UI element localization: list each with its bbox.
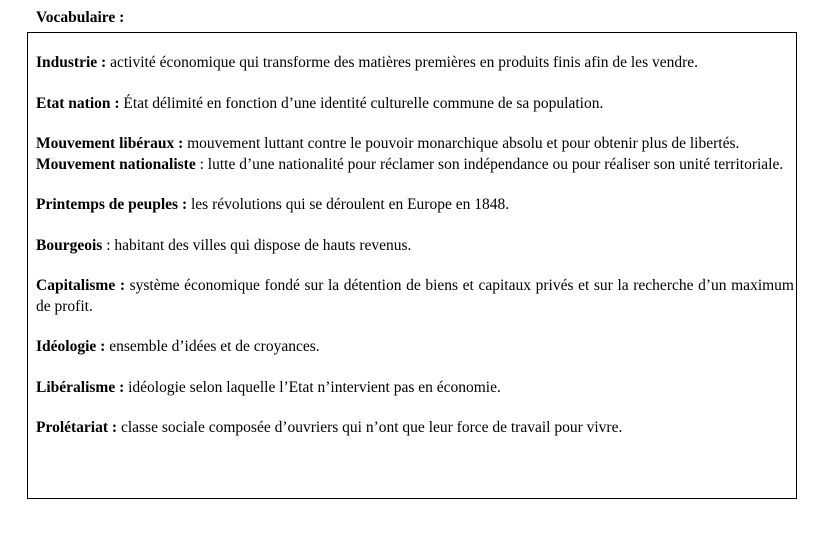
vocab-definition: : habitant des villes qui dispose de hauts revenus.	[102, 236, 412, 254]
vocab-definition: État délimité en fonction d’une identité culturelle commune de sa population.	[119, 94, 604, 112]
vocab-term: Libéralisme :	[36, 378, 125, 396]
vocab-term: Mouvement nationaliste	[36, 155, 196, 173]
vocab-definition: ensemble d’idées et de croyances.	[105, 338, 320, 355]
vocabulary-box	[27, 32, 797, 499]
page-heading: Vocabulaire :	[36, 9, 125, 26]
vocab-entry-etat-nation	[36, 94, 794, 115]
vocab-term: Bourgeois	[36, 236, 103, 254]
vocab-definition: système économique fondé sur la détention de biens et capitaux privés et sur la recherche d’un maximum de profit.	[36, 277, 794, 315]
vocab-definition: activité économique qui transforme des matières premières en produits finis afin de les vendre.	[106, 54, 699, 71]
vocab-definition: mouvement luttant contre le pouvoir monarchique absolu et pour obtenir plus de libertés.	[183, 135, 740, 152]
vocab-term: Etat nation :	[36, 94, 120, 112]
vocab-term: Idéologie :	[36, 338, 106, 355]
vocab-term: Capitalisme :	[36, 277, 125, 294]
vocab-term: Printemps de peuples :	[36, 196, 188, 213]
vocab-entry-mouvement-nationaliste	[36, 155, 794, 176]
vocab-entry-proletariat	[36, 418, 794, 439]
vocab-entry-liberalisme	[36, 378, 794, 399]
vocab-definition: idéologie selon laquelle l’Etat n’intervient pas en économie.	[124, 378, 501, 396]
vocab-entry-mouvement-liberaux	[36, 134, 794, 155]
vocab-term: Mouvement libéraux :	[36, 135, 184, 152]
vocab-entry-industrie	[36, 53, 794, 74]
vocab-entry-printemps-des-peuples	[36, 195, 794, 216]
vocabulary-list	[36, 53, 794, 439]
vocab-term: Prolétariat :	[36, 419, 118, 436]
vocab-definition: : lutte d’une nationalité pour réclamer son indépendance ou pour réaliser son unité territoriale.	[195, 155, 784, 173]
vocab-entry-bourgeois	[36, 236, 794, 257]
vocab-definition: les révolutions qui se déroulent en Europe en 1848.	[187, 196, 510, 213]
vocab-entry-capitalisme	[36, 276, 794, 317]
vocab-definition: classe sociale composée d’ouvriers qui n’ont que leur force de travail pour vivre.	[117, 419, 623, 436]
vocab-term: Industrie :	[36, 54, 107, 71]
vocab-entry-ideologie	[36, 337, 794, 358]
